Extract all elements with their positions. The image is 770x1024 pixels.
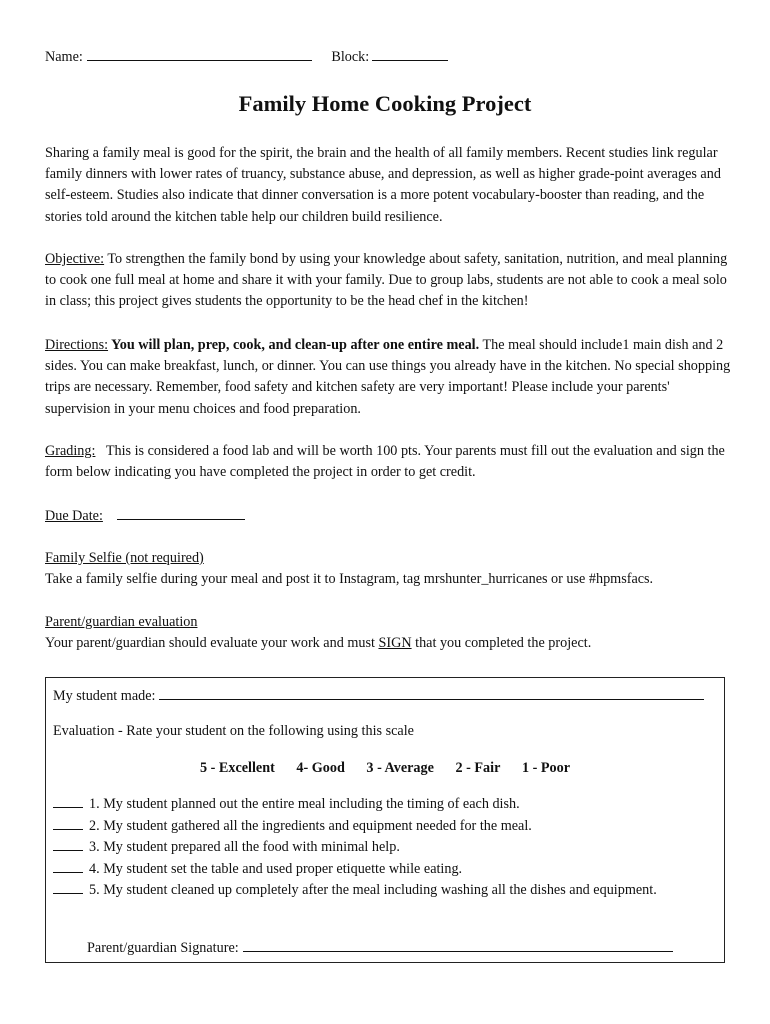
parent-eval-section (45, 612, 735, 654)
intro-paragraph: Sharing a family meal is good for the spirit, the brain and the health of all family members. Recent studies link regular family dinners with lower rates of truancy, substance abuse, and depression, as well as higher grade-point averages and self-esteem. Studies also indicate that dinner conversation is a more potent vocabulary-booster than reading, and the stories told around the kitchen table help our children build resilience. (45, 145, 721, 225)
scale-fair: 2 - Fair (455, 760, 501, 776)
student-made-line (53, 686, 704, 705)
criteria-item (53, 794, 657, 816)
directions-bold-text: You will plan, prep, cook, and clean-up after one entire meal. (108, 337, 480, 353)
criteria-text: 5. My student cleaned up completely after the meal including washing all the dishes and equipment. (89, 882, 657, 898)
scale-good: 4- Good (296, 760, 345, 776)
signature-label: Parent/guardian Signature: (87, 940, 239, 956)
rating-field[interactable] (53, 794, 83, 808)
evaluation-instruction: Evaluation - Rate your student on the following using this scale (53, 723, 414, 739)
grading-paragraph (45, 441, 735, 483)
evaluation-box (45, 677, 725, 963)
due-date-label: Due Date: (45, 508, 103, 524)
criteria-text: 1. My student planned out the entire meal including the timing of each dish. (89, 796, 520, 812)
due-date-line (45, 506, 735, 527)
sign-word: SIGN (378, 635, 412, 652)
parent-eval-text-after: that you completed the project. (411, 635, 592, 652)
objective-paragraph (45, 249, 735, 313)
signature-field[interactable] (243, 938, 673, 952)
rating-field[interactable] (53, 816, 83, 830)
rating-field[interactable] (53, 837, 83, 851)
criteria-item (53, 880, 657, 902)
selfie-label: Family Selfie (not required) (45, 550, 204, 566)
scale-average: 3 - Average (366, 760, 434, 776)
due-date-field[interactable] (117, 506, 245, 520)
selfie-section (45, 548, 735, 590)
directions-text: The meal should include1 main dish and 2 sides. You can make breakfast, lunch, or dinner. You can use things you already have in the kitchen. No special shopping trips are necessary. Remember, food safety and kitchen safety are very important! Please include your parents' supervision in your menu choices and food preparation. (45, 337, 731, 417)
scale-poor: 1 - Poor (521, 760, 571, 776)
criteria-text: 4. My student set the table and used proper etiquette while eating. (89, 860, 463, 877)
criteria-text: 2. My student gathered all the ingredients and equipment needed for the meal. (89, 817, 532, 834)
parent-eval-label: Parent/guardian evaluation (45, 614, 198, 630)
criteria-item (53, 837, 657, 859)
signature-line (87, 938, 673, 957)
selfie-text: Take a family selfie during your meal and post it to Instagram, tag mrshunter_hurricanes or use #hpmsfacs. (45, 571, 654, 588)
page-title: Family Home Cooking Project (238, 91, 532, 116)
parent-eval-text-before: Your parent/guardian should evaluate your work and must (45, 635, 379, 652)
criteria-item (53, 816, 657, 838)
block-label: Block: (331, 49, 370, 65)
criteria-text: 3. My student prepared all the food with minimal help. (89, 839, 400, 855)
name-label: Name: (45, 49, 83, 65)
grading-text: This is considered a food lab and will be worth 100 pts. Your parents must fill out the evaluation and sign the form below indicating you have completed the project in order to get credit. (45, 443, 729, 481)
rating-scale (46, 760, 724, 777)
objective-text: To strengthen the family bond by using your knowledge about safety, sanitation, nutrition, and meal planning to cook one full meal at home and share it with your family. Due to group labs, students are not able to cook a meal solo in class; this project gives students the opportunity to be the head chef in the kitchen! (45, 251, 728, 310)
scale-excellent: 5 - Excellent (199, 760, 275, 776)
header-line (45, 47, 448, 66)
grading-label: Grading: (45, 443, 96, 459)
directions-paragraph (45, 335, 735, 420)
rating-field[interactable] (53, 880, 83, 894)
criteria-list (53, 794, 657, 902)
name-field[interactable] (87, 47, 312, 61)
student-made-field[interactable] (159, 686, 704, 700)
directions-label: Directions: (45, 337, 109, 353)
block-field[interactable] (372, 47, 448, 61)
student-made-label: My student made: (53, 688, 156, 704)
objective-label: Objective: (45, 251, 105, 267)
rating-field[interactable] (53, 859, 83, 873)
criteria-item (53, 859, 657, 881)
